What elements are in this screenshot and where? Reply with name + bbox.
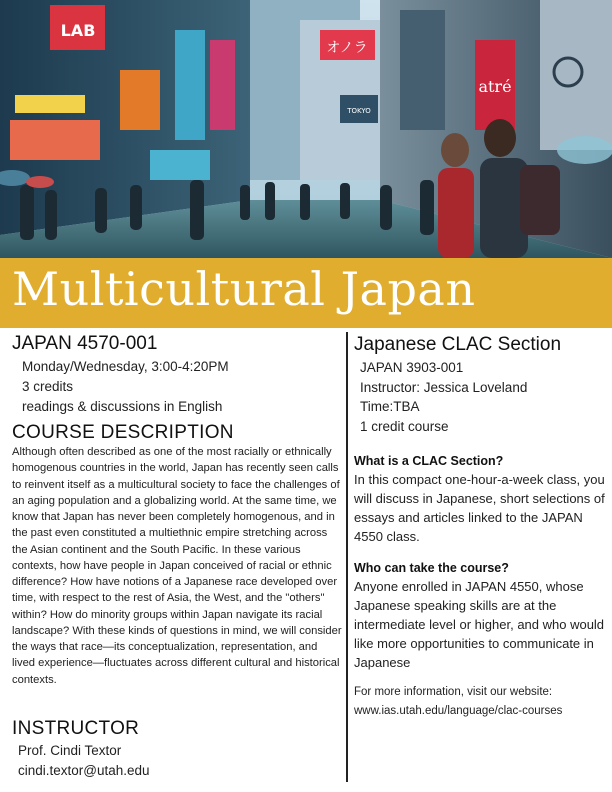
what-is-clac-text: In this compact one-hour-a-week class, you will discuss in Japanese, short selections of essays and articles linked to the JAPAN 4550 class.	[354, 472, 605, 544]
course-info	[22, 357, 229, 417]
clac-instructor: Instructor: Jessica Loveland	[360, 379, 528, 395]
hero-sign-text: LAB	[60, 21, 96, 40]
page-title: Multicultural Japan	[12, 262, 476, 316]
what-is-clac-heading: What is a CLAC Section?	[354, 454, 504, 468]
column-divider	[346, 332, 348, 782]
course-code: JAPAN 4570-001	[12, 333, 158, 354]
clac-section-title: Japanese CLAC Section	[354, 334, 562, 355]
hero-street-photo	[0, 0, 612, 258]
course-description-text: Although often described as one of the most racially or ethnically homogenous countries in the world, Japan has recently seen calls to reinvent itself as a multicultural society to face the challenges of an aging population and a globalizing world. At the same time, we know that Japan has never been completely homogenous, and in the past even constituted a multiethnic empire stretching across the Asian continent and the South Pacific. In these various contexts, how have people in Japan conceived of racial or ethnic difference? How have notions of a Japanese race developed over time, with respect to the rest of Asia, the West, and the "others" within? How do minority groups within Japan navigate its racial landscape? With these kinds of questions in mind, we will consider the ways that race—its conceptualization, representation, and lived experience—fluctuates across different cultural and historical contexts.	[12, 446, 342, 686]
more-info	[354, 683, 562, 721]
hero-sign-text: TOKYO	[347, 107, 371, 115]
instructor-info	[18, 741, 150, 781]
more-info-text: For more information, visit our website:	[354, 686, 553, 698]
hero-sign-text: atré	[478, 77, 512, 96]
instructor-heading: INSTRUCTOR	[12, 718, 140, 739]
instructor-name: Prof. Cindi Textor	[18, 743, 122, 758]
hero-sign-text: オノラ	[326, 40, 368, 56]
instructor-email: cindi.textor@utah.edu	[18, 763, 150, 778]
description-heading: COURSE DESCRIPTION	[12, 422, 234, 443]
who-can-take-heading: Who can take the course?	[354, 561, 509, 575]
clac-code: JAPAN 3903-001	[360, 360, 464, 375]
clac-time: Time:TBA	[360, 399, 420, 414]
who-can-take-text: Anyone enrolled in JAPAN 4550, whose Japanese speaking skills are at the intermediate level or higher, and who would like more opportunities to communicate in Japanese	[354, 579, 605, 670]
course-schedule: Monday/Wednesday, 3:00-4:20PM	[22, 359, 229, 374]
course-credits: 3 credits	[22, 379, 74, 394]
course-language: readings & discussions in English	[22, 399, 223, 414]
clac-info	[360, 358, 527, 436]
website-link[interactable]: www.ias.utah.edu/language/clac-courses	[354, 705, 563, 717]
title-banner	[0, 258, 612, 328]
clac-credit: 1 credit course	[360, 418, 449, 434]
